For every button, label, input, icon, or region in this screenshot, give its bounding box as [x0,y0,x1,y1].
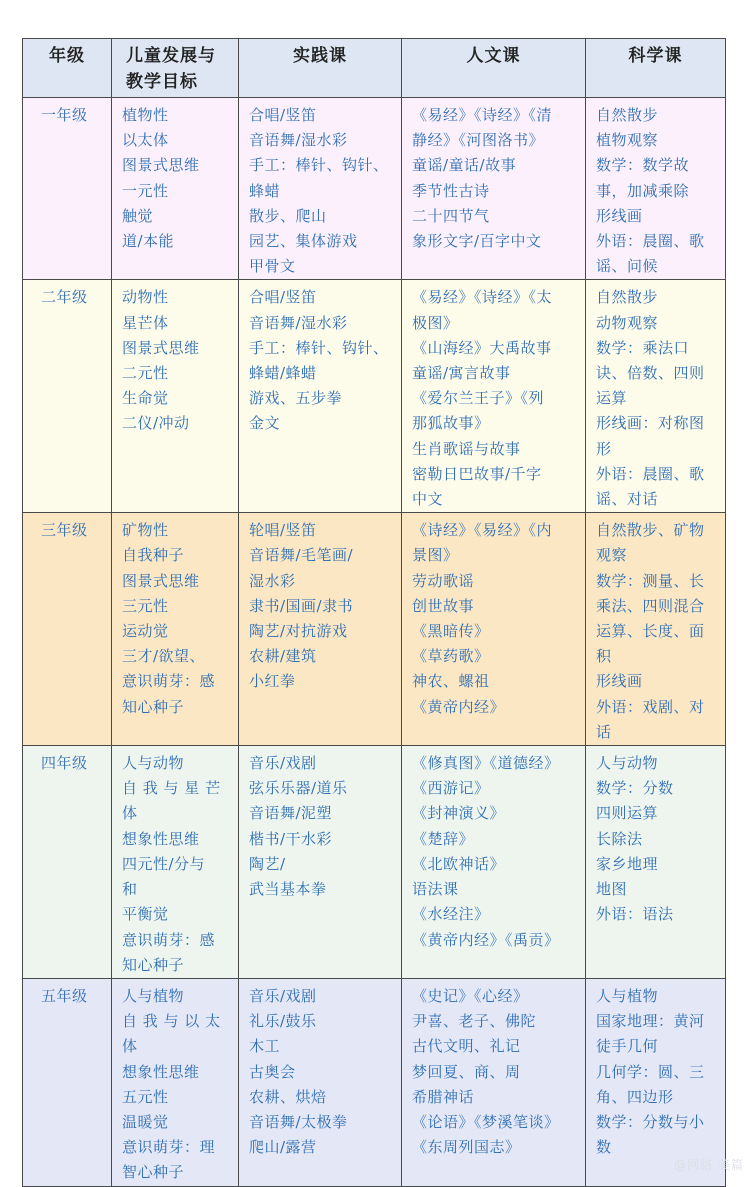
dev-goals-cell [112,513,239,746]
cell-line: 金文 [249,414,281,433]
science-cell [586,513,726,746]
cell-line: 话 [596,722,612,741]
cell-line: 《修真图》《道德经》 [412,754,560,773]
cell-line: 音语舞/毛笔画/ [249,546,354,565]
cell-line: 楷书/干水彩 [249,829,333,848]
practice-cell [239,280,402,513]
cell-line: 意识萌芽：感 [122,672,216,691]
cell-line: 劳动歌谣 [412,571,475,590]
cell-line: 地图 [596,880,628,899]
cell-line: 音乐/戏剧 [249,754,317,773]
cell-line: 长除法 [596,829,643,848]
cell-line: 运动觉 [122,622,169,641]
cell-line: 湿水彩 [249,571,296,590]
cell-line: 图景式思维 [122,571,200,590]
cell-line: 《水经注》 [412,905,490,924]
cell-line: 知心种子 [122,697,185,716]
cell-line: 人与动物 [596,754,659,773]
cell-line: 二元性 [122,364,169,383]
cell-line: 平衡觉 [122,905,169,924]
cell-line: 观察 [596,546,628,565]
cell-line: 《黄帝内经》《禹贡》 [412,930,560,949]
cell-line: 意识萌芽：理 [122,1138,216,1157]
cell-line: 合唱/竖笛 [249,106,317,124]
cell-line: 园艺、集体游戏 [249,232,358,251]
cell-line: 生肖歌谣与故事 [412,439,521,458]
cell-line: 诀、倍数、四则 [596,364,705,383]
humanity-cell [402,978,586,1186]
cell-line: 《北欧神话》 [412,854,506,873]
cell-line: 《诗经》《易经》《内 [412,521,553,540]
grade-cell: 三年级 [23,513,112,746]
cell-line: 体 [122,1037,138,1056]
header-humanity: 人文课 [402,39,586,98]
practice-cell [239,978,402,1186]
cell-line: 外语：语法 [596,905,674,924]
cell-line: 数 [596,1138,612,1157]
cell-line: 四则运算 [596,804,659,823]
cell-line: 运算 [596,389,628,408]
cell-line: 陶艺/对抗游戏 [249,622,348,641]
cell-line: 自 我 与 星 芒 [122,779,221,798]
cell-line: 生命觉 [122,389,169,408]
cell-line: 尹喜、老子、佛陀 [412,1012,537,1031]
cell-line: 乘法、四则混合 [596,596,705,615]
cell-line: 外语：戏剧、对 [596,697,705,716]
cell-line: 音语舞/泥塑 [249,804,333,823]
header-dev-goals: 儿童发展与 教学目标 [112,39,239,98]
cell-line: 植物观察 [596,131,659,150]
cell-line: 景图》 [412,546,459,565]
cell-line: 木工 [249,1037,281,1056]
cell-line: 外语：晨圈、歌 [596,232,705,251]
cell-line: 象形文字/百字中文 [412,232,542,251]
cell-line: 蜂蜡 [249,181,281,200]
cell-line: 积 [596,647,612,666]
cell-line: 知心种子 [122,955,185,974]
science-cell [586,978,726,1186]
cell-line: 轮唱/竖笛 [249,521,317,540]
cell-line: 《黑暗传》 [412,622,490,641]
cell-line: 《易经》《诗经》《太 [412,288,553,307]
practice-cell [239,746,402,979]
header-grade: 年级 [23,39,112,98]
grade-cell: 一年级 [23,98,112,280]
cell-line: 以太体 [122,131,169,150]
cell-line: 《封神演义》 [412,804,506,823]
humanity-cell [402,746,586,979]
cell-line: 游戏、五步拳 [249,389,343,408]
cell-line: 想象性思维 [122,1062,200,1081]
watermark: @网络 美篇 [674,1158,744,1172]
cell-line: 手工：棒针、钩针、 [249,156,389,175]
cell-line: 图景式思维 [122,156,200,175]
cell-line: 礼乐/鼓乐 [249,1012,317,1031]
header-practice: 实践课 [239,39,402,98]
dev-goals-cell [112,978,239,1186]
cell-line: 密勒日巴故事/千字 [412,464,542,483]
humanity-cell [402,513,586,746]
cell-line: 创世故事 [412,596,475,615]
practice-cell [239,98,402,280]
cell-line: 人与植物 [596,986,659,1005]
cell-line: 一元性 [122,181,169,200]
cell-line: 《爱尔兰王子》《列 [412,389,545,408]
cell-line: 三元性 [122,596,169,615]
cell-line: 动物性 [122,288,169,307]
cell-line: 《楚辞》 [412,829,475,848]
cell-line: 甲骨文 [249,257,296,276]
cell-line: 徒手几何 [596,1037,659,1056]
cell-line: 农耕、烘焙 [249,1087,327,1106]
cell-line: 数学：分数与小 [596,1112,705,1131]
grade-cell: 五年级 [23,978,112,1186]
cell-line: 运算、长度、面 [596,622,705,641]
cell-line: 形线画 [596,206,643,225]
grade-row [23,746,726,979]
cell-line: 体 [122,804,138,823]
cell-line: 《山海经》大禹故事 [412,338,552,357]
dev-goals-cell [112,280,239,513]
cell-line: 智心种子 [122,1163,185,1182]
science-cell [586,746,726,979]
cell-line: 家乡地理 [596,854,659,873]
cell-line: 人与动物 [122,754,185,773]
cell-line: 人与植物 [122,986,185,1005]
grade-row [23,978,726,1186]
cell-line: 植物性 [122,106,169,124]
cell-line: 五元性 [122,1087,169,1106]
cell-line: 隶书/国画/隶书 [249,596,354,615]
cell-line: 《西游记》 [412,779,490,798]
cell-line: 矿物性 [122,521,169,540]
cell-line: 谣、问候 [596,257,659,276]
cell-line: 自 我 与 以 太 [122,1012,221,1031]
cell-line: 静经》《河图洛书》 [412,131,545,150]
cell-line: 古代文明、礼记 [412,1037,521,1056]
cell-line: 和 [122,880,138,899]
cell-line: 音语舞/湿水彩 [249,313,348,332]
practice-cell [239,513,402,746]
cell-line: 数学：数学故 [596,156,690,175]
header-row [23,39,726,98]
cell-line: 形线画 [596,672,643,691]
cell-line: 四元性/分与 [122,854,206,873]
cell-line: 数学：测量、长 [596,571,705,590]
cell-line: 语法课 [412,880,459,899]
cell-line: 蜂蜡/蜂蜡 [249,364,317,383]
cell-line: 音语舞/湿水彩 [249,131,348,150]
cell-line: 温暖觉 [122,1112,169,1131]
cell-line: 童谣/童话/故事 [412,156,517,175]
cell-line: 自然散步、矿物 [596,521,705,540]
cell-line: 爬山/露营 [249,1138,317,1157]
cell-line: 小红拳 [249,672,296,691]
cell-line: 音语舞/太极拳 [249,1112,348,1131]
cell-line: 季节性古诗 [412,181,490,200]
cell-line: 《史记》《心经》 [412,986,529,1005]
cell-line: 星芒体 [122,313,169,332]
cell-line: 自然散步 [596,288,659,307]
cell-line: 自我种子 [122,546,185,565]
dev-goals-cell [112,98,239,280]
header-science: 科学课 [586,39,726,98]
grade-row [23,98,726,280]
cell-line: 中文 [412,490,444,509]
grade-cell: 四年级 [23,746,112,979]
cell-line: 武当基本拳 [249,880,327,899]
cell-line: 三才/欲望、 [122,647,206,666]
cell-line: 国家地理：黄河 [596,1012,705,1031]
cell-line: 那狐故事》 [412,414,490,433]
cell-line: 二仪/冲动 [122,414,190,433]
cell-line: 想象性思维 [122,829,200,848]
cell-line: 角、四边形 [596,1087,674,1106]
cell-line: 手工：棒针、钩针、 [249,338,389,357]
curriculum-table [22,38,726,1187]
cell-line: 外语：晨圈、歌 [596,464,705,483]
cell-line: 神农、螺祖 [412,672,490,691]
cell-line: 《草药歌》 [412,647,490,666]
cell-line: 合唱/竖笛 [249,288,317,307]
cell-line: 《黄帝内经》 [412,697,506,716]
cell-line: 《论语》《梦溪笔谈》 [412,1112,560,1131]
cell-line: 数学：乘法口 [596,338,690,357]
cell-line: 散步、爬山 [249,206,327,225]
grade-row [23,280,726,513]
grade-row [23,513,726,746]
cell-line: 意识萌芽：感 [122,930,216,949]
grade-cell: 二年级 [23,280,112,513]
cell-line: 《易经》《诗经》《清 [412,106,553,124]
cell-line: 陶艺/ [249,854,286,873]
cell-line: 二十四节气 [412,206,490,225]
cell-line: 触觉 [122,206,154,225]
cell-line: 几何学：圆、三 [596,1062,705,1081]
cell-line: 事，加减乘除 [596,181,690,200]
cell-line: 童谣/寓言故事 [412,364,511,383]
science-cell [586,98,726,280]
cell-line: 形 [596,439,612,458]
dev-goals-cell [112,746,239,979]
cell-line: 《东周列国志》 [412,1138,521,1157]
humanity-cell [402,98,586,280]
cell-line: 梦回夏、商、周 [412,1062,521,1081]
cell-line: 自然散步 [596,106,659,124]
cell-line: 弦乐乐器/道乐 [249,779,348,798]
cell-line: 形线画：对称图 [596,414,705,433]
humanity-cell [402,280,586,513]
cell-line: 数学：分数 [596,779,674,798]
cell-line: 图景式思维 [122,338,200,357]
cell-line: 道/本能 [122,232,175,251]
cell-line: 动物观察 [596,313,659,332]
cell-line: 谣、对话 [596,490,659,509]
science-cell [586,280,726,513]
cell-line: 农耕/建筑 [249,647,317,666]
cell-line: 音乐/戏剧 [249,986,317,1005]
cell-line: 古奥会 [249,1062,296,1081]
cell-line: 希腊神话 [412,1087,475,1106]
cell-line: 极图》 [412,313,459,332]
